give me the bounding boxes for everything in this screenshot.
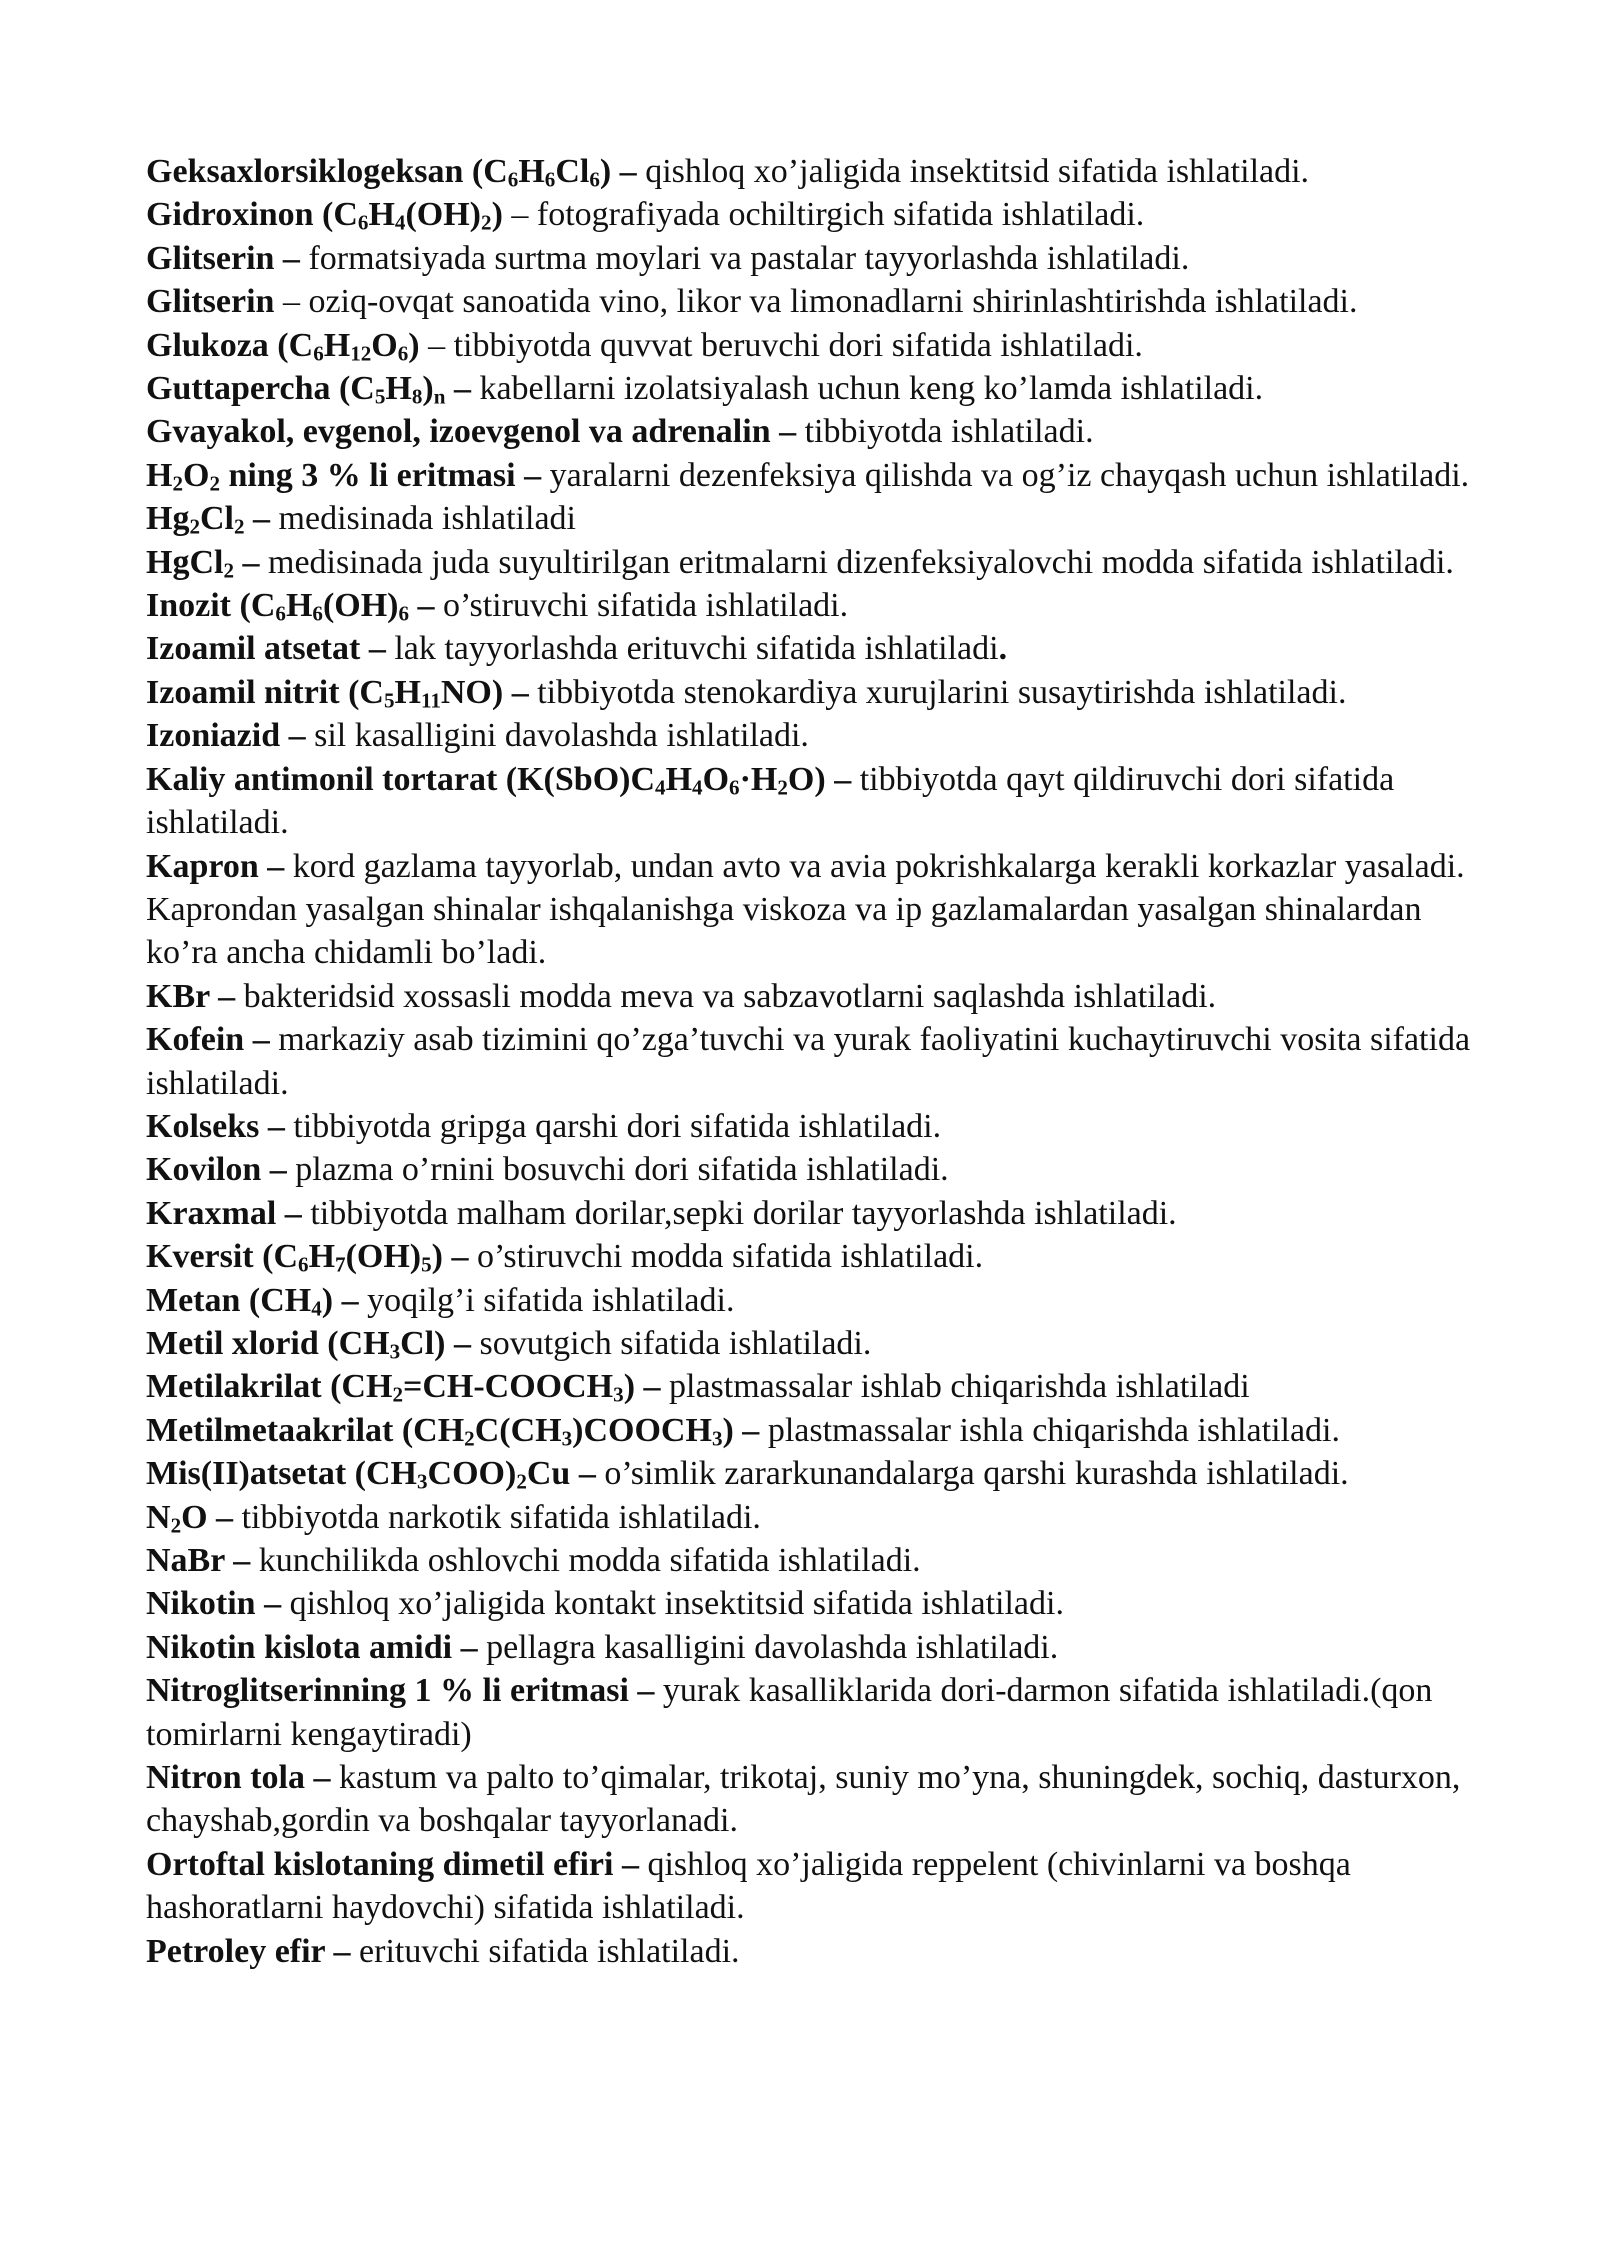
term-subscript: 2 (189, 514, 200, 539)
term-text: H (368, 196, 395, 234)
glossary-entry (146, 758, 1486, 845)
term-text: O (183, 456, 210, 494)
term-subscript: 11 (420, 688, 441, 713)
entry-description: tibbiyotda ishlatiladi. (796, 413, 1094, 451)
entry-description: plastmassalar ishla chiqarishda ishlatiladi. (759, 1411, 1341, 1449)
glossary-list (146, 150, 1486, 1973)
term-subscript: 6 (312, 601, 323, 626)
glossary-entry (146, 280, 1486, 323)
term-subscript: 6 (313, 341, 324, 366)
entry-term (146, 1368, 661, 1405)
term-text: O (371, 326, 398, 364)
term-subscript: 3 (613, 1383, 624, 1407)
entry-description: tibbiyotda gripga qarshi dori sifatida ishlatiladi. (284, 1107, 942, 1145)
glossary-entry (146, 627, 1486, 670)
term-text: – (409, 587, 435, 625)
term-text: Nikotin kislota amidi – (146, 1628, 478, 1666)
term-text: KBr – (146, 977, 236, 1015)
entry-description: medisinada juda suyultirilgan eritmalarni dizenfeksiyalovchi modda sifatida ishlatiladi. (259, 543, 1454, 581)
glossary-entry (146, 454, 1486, 497)
term-text: Glukoza (C (146, 326, 314, 364)
term-text: Mis(II)atsetat (CH (146, 1455, 417, 1493)
term-text: – (445, 370, 471, 408)
term-text: Nikotin – (146, 1585, 282, 1623)
entry-term (146, 1542, 250, 1579)
term-text: Inozit (C (146, 587, 276, 625)
term-text: Gvayakol, evgenol, izoevgenol va adrenalin – (146, 413, 797, 451)
term-text: Glitserin (146, 283, 275, 321)
entry-description: o’simlik zararkunandalarga qarshi kurashda ishlatiladi. (595, 1455, 1349, 1493)
glossary-entry (146, 1843, 1486, 1930)
glossary-entry (146, 1496, 1486, 1539)
entry-term (146, 1282, 359, 1319)
term-text: Metilakrilat (CH (146, 1368, 393, 1406)
term-subscript: 4 (311, 1296, 322, 1321)
glossary-entry (146, 150, 1486, 193)
entry-description: – tibbiyotda quvvat beruvchi dori sifatida ishlatiladi. (419, 326, 1143, 364)
term-text: Petroley efir – (146, 1932, 351, 1970)
term-text: Geksaxlorsiklogeksan (C (146, 153, 508, 190)
term-text: H (146, 456, 173, 494)
term-text: Metilmetaakrilat (CH (146, 1411, 465, 1449)
term-subscript: 7 (335, 1252, 346, 1277)
term-text: ) – (623, 1368, 661, 1406)
entry-description: o’stiruvchi sifatida ishlatiladi. (434, 587, 849, 625)
term-subscript: 5 (421, 1252, 432, 1277)
entry-description: bakteridsid xossasli modda meva va sabzavotlarni saqlashda ishlatiladi. (235, 977, 1217, 1015)
entry-description: qishloq xo’jaligida reppelent (chivinlarni va boshqa hashoratlarni haydovchi) sifatida ishlatiladi. (146, 1845, 1351, 1927)
term-subscript: 3 (711, 1426, 723, 1451)
term-subscript: 6 (275, 601, 286, 626)
term-text: COO) (427, 1455, 517, 1493)
entry-term (146, 196, 503, 236)
glossary-entry (146, 497, 1486, 540)
term-subscript: 2 (481, 211, 492, 236)
glossary-entry (146, 237, 1486, 280)
glossary-entry (146, 1018, 1486, 1105)
entry-term (146, 1499, 233, 1536)
entry-term (146, 544, 260, 581)
term-text: H (285, 587, 313, 625)
term-subscript: 6 (729, 775, 740, 800)
term-text: HgCl (146, 543, 224, 581)
entry-term (146, 153, 637, 190)
term-text: NaBr – (146, 1542, 251, 1579)
term-subscript: 4 (655, 775, 666, 800)
term-text: ) (491, 196, 503, 234)
entry-description: formatsiyada surtma moylari va pastalar tayyorlashda ishlatiladi. (299, 239, 1190, 277)
term-text: Metil xlorid (CH (146, 1324, 390, 1362)
term-text: N (146, 1498, 171, 1536)
glossary-entry (146, 1105, 1486, 1148)
glossary-entry (146, 1756, 1486, 1843)
glossary-entry (146, 1409, 1486, 1452)
term-text: Cl) – (400, 1324, 471, 1362)
entry-term (146, 1238, 468, 1275)
glossary-entry (146, 193, 1486, 236)
term-text: O) – (787, 760, 852, 798)
entry-description: – oziq-ovqat sanoatida vino, likor va limonadlarni shirinlashtirishda ishlatiladi. (274, 283, 1358, 321)
glossary-entry (146, 410, 1486, 453)
entry-term (146, 240, 300, 277)
term-text: Cu – (526, 1455, 596, 1493)
term-text: Izoamil atsetat – (146, 630, 386, 668)
entry-description: plazma o’rnini bosuvchi dori sifatida ishlatiladi. (286, 1151, 949, 1189)
term-text: Hg (146, 500, 190, 538)
entry-description: markaziy asab tizimini qo’zga’tuvchi va yurak faoliyatini kuchaytiruvchi vosita sifatida ishlatiladi. (146, 1021, 1471, 1102)
entry-term (146, 1846, 639, 1883)
term-subscript: 2 (234, 514, 245, 539)
entry-description: tibbiyotda malham dorilar,sepki dorilar tayyorlashda ishlatiladi. (301, 1194, 1177, 1232)
glossary-entry (146, 1669, 1486, 1756)
entry-term (146, 1933, 351, 1970)
entry-term (146, 630, 386, 667)
entry-term (146, 500, 270, 537)
term-subscript: 2 (223, 558, 234, 583)
term-text: ) – (321, 1281, 359, 1319)
term-text: ) – (431, 1238, 469, 1276)
entry-term (146, 1325, 471, 1362)
glossary-entry (146, 1452, 1486, 1495)
entry-description: pellagra kasalligini davolashda ishlatiladi. (477, 1628, 1059, 1666)
entry-description: sil kasalligini davolashda ishlatiladi. (305, 717, 809, 755)
term-text: Kraxmal – (146, 1194, 302, 1232)
entry-description: tibbiyotda qayt qildiruvchi dori sifatida ishlatiladi. (146, 760, 1395, 842)
glossary-entry (146, 584, 1486, 627)
term-subscript: 5 (383, 688, 395, 713)
entry-description: – fotografiyada ochiltirgich sifatida ishlatiladi. (502, 196, 1145, 234)
term-text: Cl (555, 153, 590, 190)
entry-term (146, 848, 284, 885)
term-text: O (702, 760, 730, 798)
term-subscript: 12 (350, 341, 372, 366)
term-text: NO) – (440, 673, 529, 711)
term-text: (OH) (345, 1238, 422, 1276)
term-text: H (518, 153, 545, 190)
entry-description: kabellarni izolatsiyalash uchun keng ko’lamda ishlatiladi. (470, 370, 1264, 408)
entry-description: sovutgich sifatida ishlatiladi. (471, 1324, 872, 1362)
term-subscript: 6 (397, 341, 409, 366)
term-subscript: 2 (464, 1426, 475, 1451)
entry-term (146, 283, 274, 320)
term-text: – (234, 543, 260, 581)
entry-term (146, 587, 435, 624)
entry-term (146, 1195, 302, 1232)
term-text: Metan (CH (146, 1281, 312, 1319)
glossary-entry (146, 1365, 1486, 1408)
term-text: ) – (722, 1411, 760, 1449)
glossary-entry (146, 324, 1486, 367)
term-text: Kolseks – (146, 1107, 285, 1145)
term-subscript: 6 (357, 211, 369, 236)
term-subscript: 4 (394, 211, 406, 236)
term-subscript: 2 (777, 775, 788, 800)
entry-term (146, 370, 471, 407)
term-text: Kaliy antimonil tortarat (K(SbO)C (146, 760, 656, 798)
glossary-entry (146, 1235, 1486, 1278)
entry-term (146, 1629, 478, 1666)
term-text: Izoamil nitrit (C (146, 673, 384, 711)
entry-description: plastmassalar ishlab chiqarishda ishlatiladi (660, 1368, 1250, 1406)
glossary-entry (146, 714, 1486, 757)
term-subscript: n (433, 384, 446, 409)
entry-description: qishloq xo’jaligida kontakt insektitsid sifatida ishlatiladi. (281, 1585, 1064, 1623)
glossary-entry (146, 1582, 1486, 1625)
term-text: H (394, 673, 421, 711)
term-text: ) – (599, 153, 637, 190)
entry-term (146, 1021, 270, 1058)
term-subscript: 3 (389, 1339, 401, 1364)
term-subscript: 2 (209, 471, 220, 496)
glossary-entry (146, 671, 1486, 714)
glossary-entry (146, 1626, 1486, 1669)
entry-tail: . (998, 630, 1008, 668)
term-subscript: 2 (170, 1513, 182, 1538)
entry-description: tibbiyotda narkotik sifatida ishlatiladi. (233, 1498, 761, 1536)
entry-term (146, 1759, 330, 1796)
glossary-entry (146, 1539, 1486, 1582)
term-subscript: 6 (398, 601, 410, 626)
term-subscript: 2 (172, 471, 183, 496)
term-subscript: 4 (692, 775, 703, 800)
term-subscript: 6 (298, 1252, 309, 1277)
term-text: Kofein – (146, 1021, 270, 1059)
glossary-entry (146, 541, 1486, 584)
term-text: – (244, 500, 271, 538)
glossary-entry (146, 975, 1486, 1018)
term-subscript: 6 (589, 167, 600, 192)
entry-description: lak tayyorlashda erituvchi sifatida ishlatiladi (385, 630, 999, 668)
entry-description: medisinada ishlatiladi (270, 500, 576, 538)
term-text: Nitroglitserinning 1 % li eritmasi – (146, 1672, 655, 1710)
entry-description: yaralarni dezenfeksiya qilishda va og’iz chayqash uchun ishlatiladi. (541, 456, 1470, 494)
entry-term (146, 457, 541, 494)
term-subscript: 5 (374, 384, 386, 409)
entry-description: yoqilg’i sifatida ishlatiladi. (358, 1281, 735, 1319)
term-text: H (385, 370, 412, 408)
entry-description: kord gazlama tayyorlab, undan avto va avia pokrishkalarga kerakli korkazlar yasaladi. Kaprondan yasalgan shinalar ishqalanishga viskoza va ip gazlamalardan yasalgan shinalardan ko’ra ancha chidamli bo’ladi. (146, 847, 1465, 972)
entry-description: kastum va palto to’qimalar, trikotaj, suniy mo’yna, shuningdek, sochiq, dasturxon, chayshab,gordin va boshqalar tayyorlanadi. (146, 1759, 1461, 1840)
term-text: ) (408, 326, 420, 364)
entry-term (146, 1108, 285, 1145)
glossary-entry (146, 845, 1486, 975)
term-text: ·H (739, 760, 778, 798)
entry-term (146, 1412, 759, 1449)
term-text: Cl (200, 500, 234, 538)
entry-term (146, 717, 306, 754)
term-text: H (665, 760, 693, 798)
entry-description: yurak kasalliklarida dori-darmon sifatida ishlatiladi.(qon tomirlarni kengaytiradi) (146, 1672, 1433, 1753)
entry-description: kunchilikda oshlovchi modda sifatida ishlatiladi. (250, 1542, 921, 1579)
term-text: )COOCH (572, 1411, 712, 1449)
term-text: Glitserin – (146, 239, 300, 277)
term-text: ) (422, 370, 434, 408)
glossary-entry (146, 1322, 1486, 1365)
term-text: Gidroxinon (C (146, 196, 358, 234)
entry-description: erituvchi sifatida ishlatiladi. (350, 1932, 740, 1970)
entry-description: qishloq xo’jaligida insektitsid sifatida ishlatiladi. (636, 153, 1310, 190)
term-subscript: 6 (544, 167, 556, 192)
entry-term (146, 1151, 287, 1188)
term-text: O – (181, 1498, 234, 1536)
term-subscript: 8 (411, 384, 423, 409)
entry-term (146, 413, 796, 450)
term-text: (OH) (322, 587, 399, 625)
term-text: Izoniazid – (146, 717, 306, 755)
entry-description: tibbiyotda stenokardiya xurujlarini susaytirishda ishlatiladi. (528, 673, 1347, 711)
term-text: Guttapercha (C (146, 370, 375, 408)
term-subscript: 6 (507, 167, 519, 192)
glossary-entry (146, 1192, 1486, 1235)
term-text: (OH) (405, 196, 482, 234)
entry-term (146, 1585, 281, 1622)
glossary-entry (146, 367, 1486, 410)
term-text: H (323, 326, 351, 364)
entry-term (146, 761, 851, 798)
document-page (146, 150, 1486, 1973)
entry-term (146, 1455, 596, 1492)
term-text: H (308, 1238, 336, 1276)
term-text: Nitron tola – (146, 1759, 331, 1797)
term-text: Kversit (C (146, 1238, 299, 1276)
glossary-entry (146, 1930, 1486, 1973)
term-subscript: 3 (561, 1426, 573, 1451)
entry-description: o’stiruvchi modda sifatida ishlatiladi. (468, 1238, 984, 1276)
term-text: Ortoftal kislotaning dimetil efiri – (146, 1845, 639, 1883)
entry-term (146, 674, 529, 711)
entry-term (146, 1672, 654, 1709)
entry-term (146, 327, 420, 364)
term-subscript: 2 (392, 1383, 403, 1407)
entry-term (146, 978, 235, 1015)
term-text: ning 3 % li eritmasi – (220, 456, 542, 494)
term-text: Kovilon – (146, 1151, 287, 1189)
glossary-entry (146, 1148, 1486, 1191)
term-text: Kapron – (146, 847, 285, 885)
term-text: =CH-COOCH (402, 1368, 614, 1406)
glossary-entry (146, 1279, 1486, 1322)
term-subscript: 2 (516, 1469, 527, 1494)
term-text: C(CH (474, 1411, 562, 1449)
term-subscript: 3 (417, 1469, 428, 1494)
